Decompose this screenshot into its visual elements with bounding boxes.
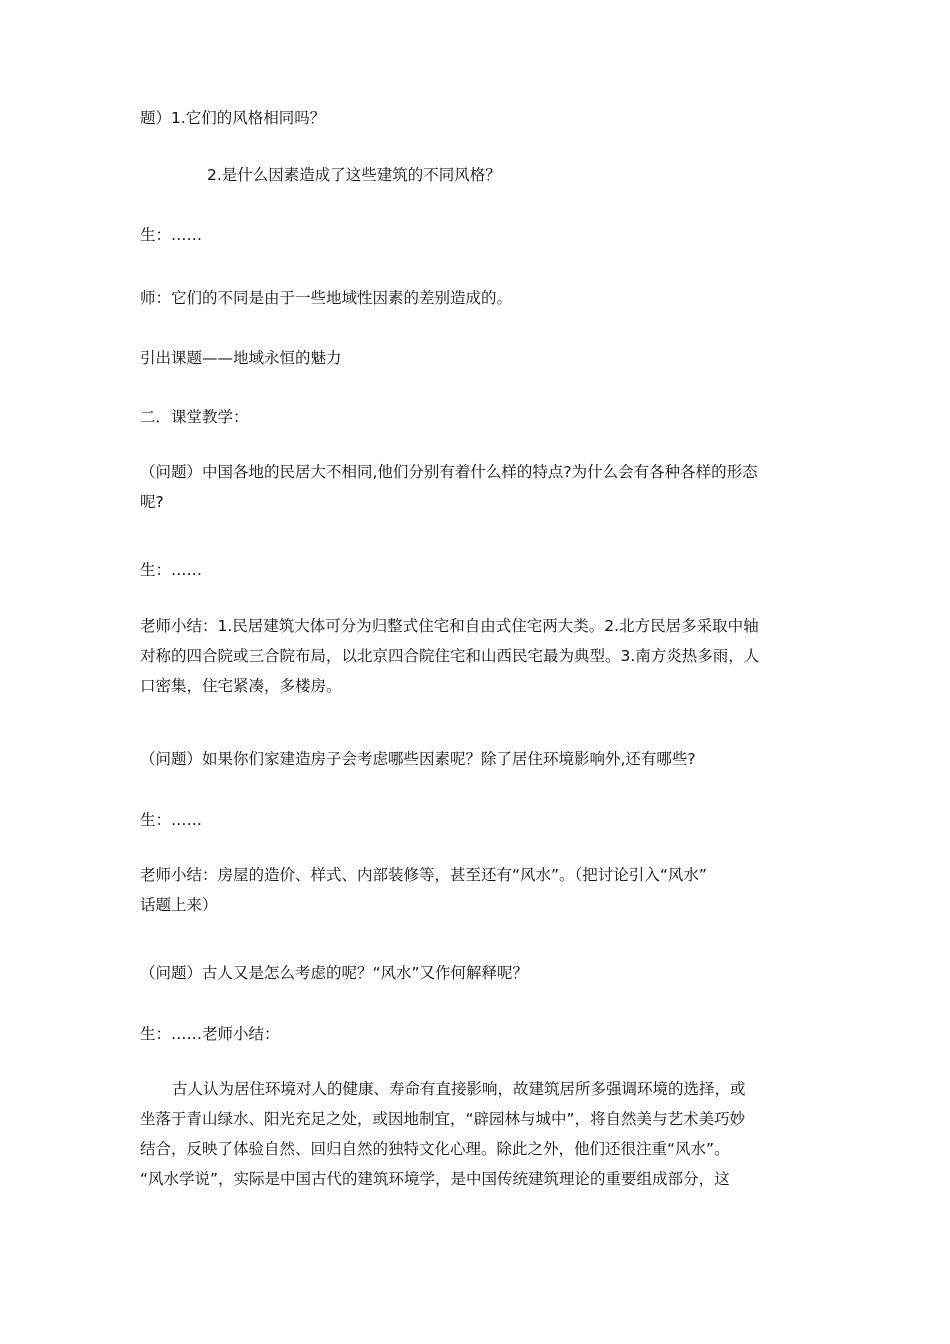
teacher-remark-1: 师：它们的不同是由于一些地域性因素的差别造成的。 [140, 289, 513, 307]
teacher-summary-fengshui [140, 860, 820, 920]
question-line-1: 题）1.它们的风格相同吗？ [140, 109, 326, 127]
paragraph-line: 古人认为居住环境对人的健康、寿命有直接影响，故建筑居所多强调环境的选择，或 [172, 1080, 746, 1098]
paragraph-line: 口密集，住宅紧凑，多楼房。 [140, 677, 342, 695]
paragraph-line: 呢? [140, 493, 164, 511]
question-paragraph-house-factors: （问题）如果你们家建造房子会考虑哪些因素呢？除了居住环境影响外,还有哪些? [140, 750, 696, 768]
paragraph-line: 结合，反映了体验自然、回归自然的独特文化心理。除此之外，他们还很注重“风水”。 [140, 1140, 730, 1158]
teacher-summary-dwellings [140, 611, 820, 701]
student-reply-2: 生：…… [140, 561, 203, 579]
paragraph-line: 坐落于青山绿水、阳光充足之处，或因地制宜，“辟园林与城中”，将自然美与艺术美巧妙 [140, 1110, 746, 1128]
student-reply-teacher-summary: 生：……老师小结： [140, 1025, 280, 1043]
paragraph-line: （问题）中国各地的民居大不相同,他们分别有着什么样的特点?为什么会有各种各样的形态 [140, 463, 758, 481]
paragraph-line: 对称的四合院或三合院布局，以北京四合院住宅和山西民宅最为典型。3.南方炎热多雨，人 [140, 647, 760, 665]
body-paragraph-ancient-views [140, 1074, 820, 1194]
paragraph-line: 老师小结：房屋的造价、样式、内部装修等，甚至还有“风水”。（把讨论引入“风水” [140, 866, 707, 884]
paragraph-line: “风水学说”，实际是中国古代的建筑环境学，是中国传统建筑理论的重要组成部分，这 [140, 1170, 730, 1188]
student-reply-3: 生：…… [140, 811, 203, 829]
section-heading-classroom: 二．课堂教学： [140, 408, 249, 426]
paragraph-line: 老师小结：1.民居建筑大体可分为归整式住宅和自由式住宅两大类。2.北方民居多采取中轴 [140, 617, 759, 635]
paragraph-line: 话题上来） [140, 896, 218, 914]
lesson-topic-intro: 引出课题——地域永恒的魅力 [140, 349, 342, 367]
student-reply-1: 生：…… [140, 226, 203, 244]
question-paragraph-dwellings [140, 457, 820, 517]
question-paragraph-ancients: （问题）古人又是怎么考虑的呢？“风水”又作何解释呢？ [140, 964, 529, 982]
question-line-2: 2.是什么因素造成了这些建筑的不同风格？ [207, 166, 501, 184]
